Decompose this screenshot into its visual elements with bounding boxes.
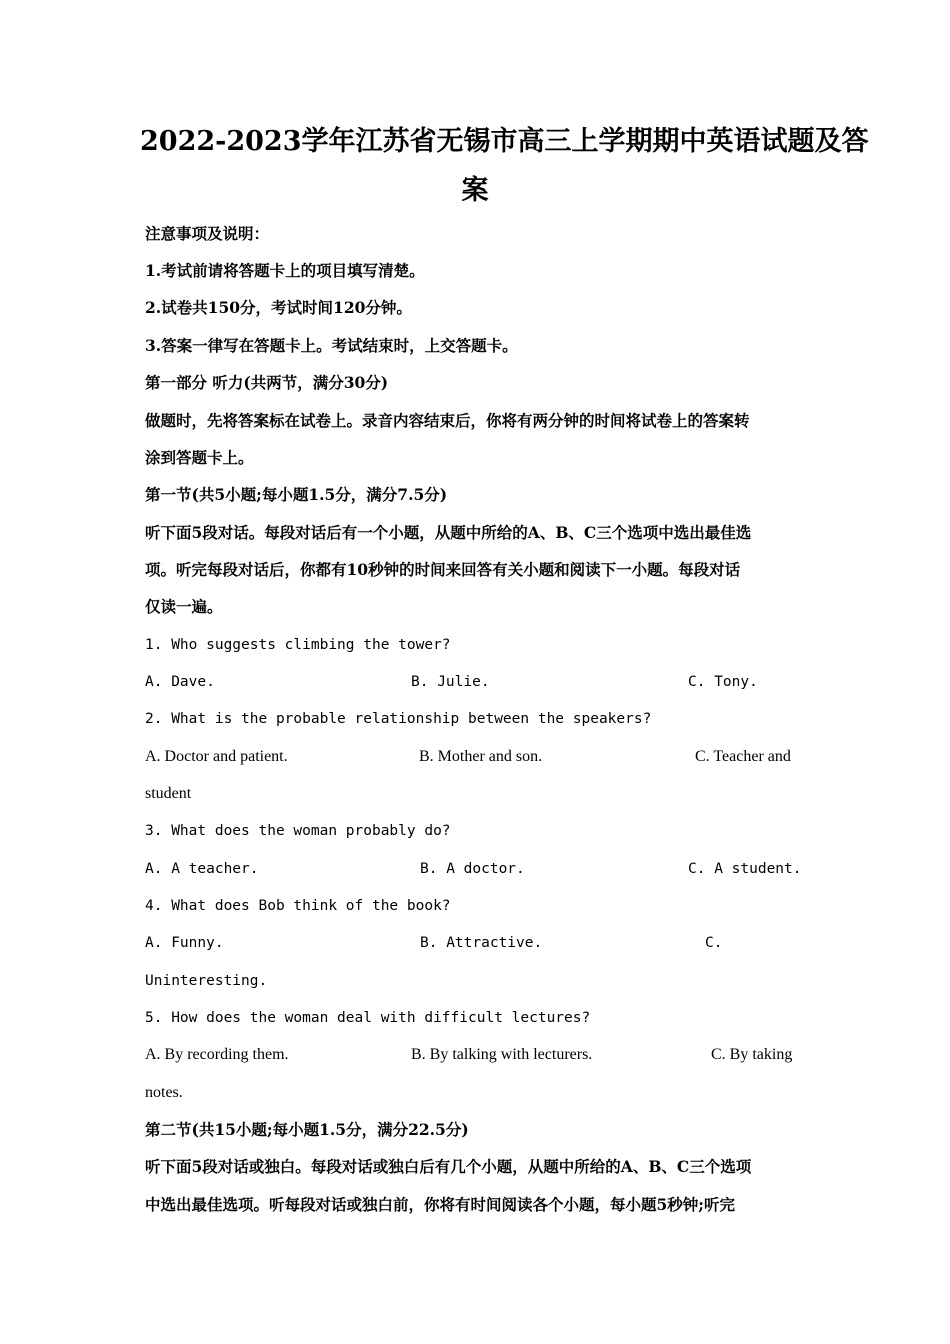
question-4-option-a: A. Funny. <box>145 935 224 951</box>
part1-instruction-line: 做题时，先将答案标在试卷上。录音内容结束后，你将有两分钟的时间将试卷上的答案转 <box>145 411 750 430</box>
question-5-option-c-continued: notes. <box>145 1084 183 1101</box>
section2-heading: 第二节(共15小题;每小题1.5分，满分22.5分) <box>145 1120 469 1139</box>
part1-instruction-line: 涂到答题卡上。 <box>145 448 254 467</box>
section2-instruction-line: 中选出最佳选项。听每段对话或独白前，你将有时间阅读各个小题，每小题5秒钟;听完 <box>145 1195 736 1214</box>
question-3-option-b: B. A doctor. <box>420 861 525 877</box>
notes-heading: 注意事项及说明： <box>145 224 270 243</box>
note-item: 2.试卷共150分，考试时间120分钟。 <box>145 298 412 317</box>
question-2-option-c-continued: student <box>145 785 192 802</box>
question-4: 4. What does Bob think of the book? <box>145 898 451 914</box>
section1-instruction-line: 项。听完每段对话后，你都有10秒钟的时间来回答有关小题和阅读下一小题。每段对话 <box>145 560 741 579</box>
question-3-option-a: A. A teacher. <box>145 861 259 877</box>
question-1: 1. Who suggests climbing the tower? <box>145 637 451 653</box>
question-2: 2. What is the probable relationship between the speakers? <box>145 711 652 727</box>
question-3: 3. What does the woman probably do? <box>145 823 451 839</box>
document-title-line2: 案 <box>461 175 489 206</box>
part1-heading: 第一部分 听力(共两节，满分30分) <box>145 373 389 392</box>
question-5-option-b: B. By talking with lecturers. <box>411 1046 593 1063</box>
section1-instruction-line: 听下面5段对话。每段对话后有一个小题，从题中所给的A、B、C三个选项中选出最佳选 <box>145 523 752 542</box>
document-title-line1: 2022-2023学年江苏省无锡市高三上学期期中英语试题及答 <box>140 126 869 157</box>
question-5-option-a: A. By recording them. <box>145 1046 289 1063</box>
question-2-option-a: A. Doctor and patient. <box>145 748 288 765</box>
question-2-option-c: C. Teacher and <box>695 748 791 765</box>
question-1-option-a: A. Dave. <box>145 674 215 690</box>
section2-instruction-line: 听下面5段对话或独白。每段对话或独白后有几个小题，从题中所给的A、B、C三个选项 <box>145 1157 752 1176</box>
question-4-option-b: B. Attractive. <box>420 935 543 951</box>
question-5: 5. How does the woman deal with difficult lectures? <box>145 1010 591 1026</box>
section1-heading: 第一节(共5小题;每小题1.5分，满分7.5分) <box>145 485 448 504</box>
question-1-option-b: B. Julie. <box>411 674 490 690</box>
question-4-option-c-continued: Uninteresting. <box>145 973 268 989</box>
question-1-option-c: C. Tony. <box>688 674 758 690</box>
note-item: 1.考试前请将答题卡上的项目填写清楚。 <box>145 261 425 280</box>
section1-instruction-line: 仅读一遍。 <box>145 597 223 616</box>
question-5-option-c: C. By taking <box>711 1046 793 1063</box>
question-4-option-c: C. <box>705 935 723 951</box>
question-2-option-b: B. Mother and son. <box>419 748 543 765</box>
question-3-option-c: C. A student. <box>688 861 802 877</box>
note-item: 3.答案一律写在答题卡上。考试结束时，上交答题卡。 <box>145 336 518 355</box>
